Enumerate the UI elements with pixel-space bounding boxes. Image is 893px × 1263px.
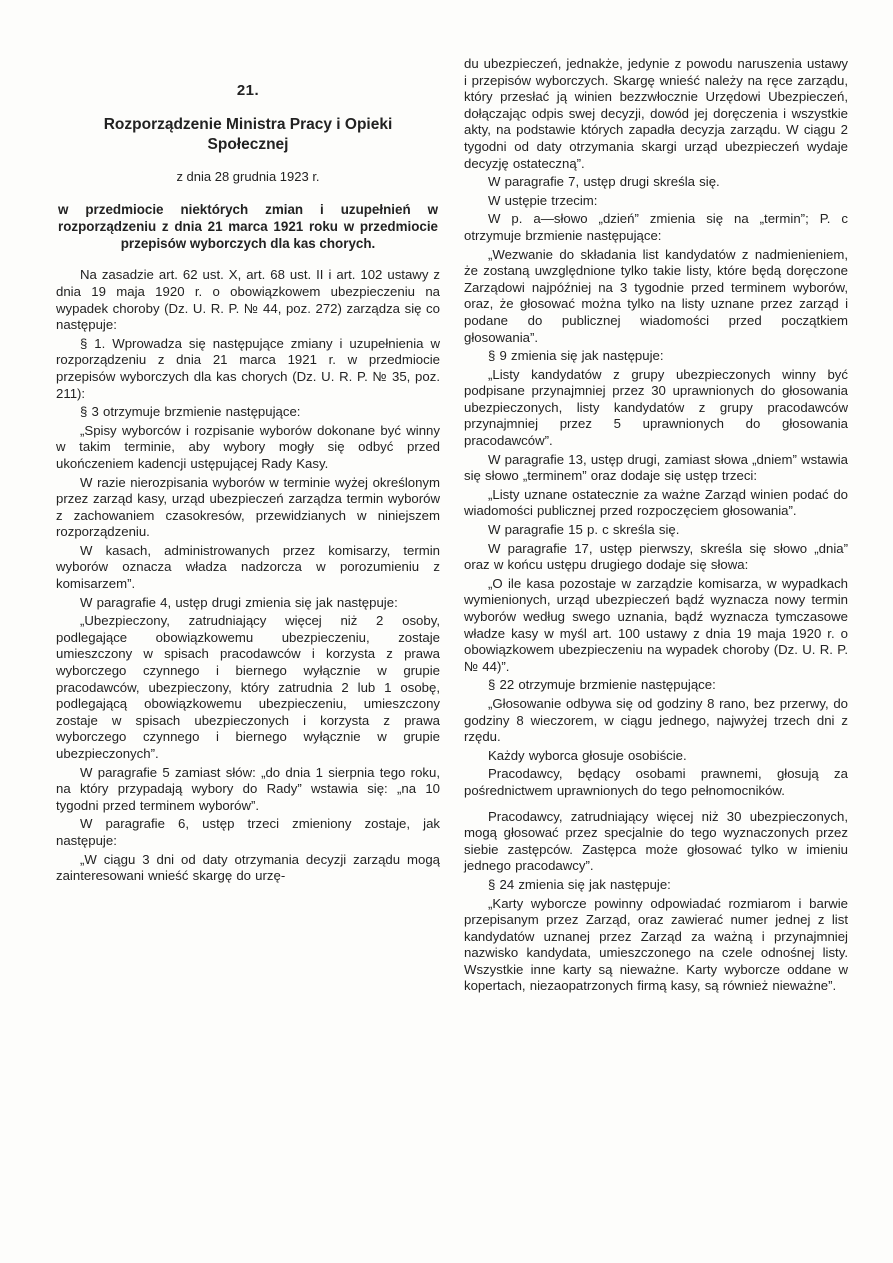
paragraph: § 22 otrzymuje brzmienie następujące: xyxy=(488,677,716,693)
paragraph: § 9 zmienia się jak następuje: xyxy=(488,348,664,364)
paragraph: W paragrafie 13, ustęp drugi, zamiast słowa „dniem” wstawia się słowo „terminem” oraz dodaje się ustęp trzeci: xyxy=(464,451,848,484)
paragraph: „Spisy wyborców i rozpisanie wyborów dokonane być winny w takim terminie, aby wybory mogły się odbyć przed ukończeniem kadencji ustępującej Rady Kasy. xyxy=(56,422,440,471)
document-title: Rozporządzenie Ministra Pracy i Opieki Społecznej xyxy=(103,116,393,154)
paragraph: „Wezwanie do składania list kandydatów z nadmienieniem, że zostaną uwzględnione tylko takie listy, które będą doręczone Zarządowi najpóźniej na 3 tygodnie przed terminem wyborów, oraz, że głosować można tylko na listy uznane przez zarząd i podane do publicznej wiadomości przed początkiem głosowania”. xyxy=(464,246,848,345)
paragraph: § 3 otrzymuje brzmienie następujące: xyxy=(80,404,301,420)
left-column xyxy=(56,56,440,887)
paragraph: „Głosowanie odbywa się od godziny 8 rano, bez przerwy, do godziny 8 wieczorem, w ciągu jednego, najwyżej trzech dni z rzędu. xyxy=(464,695,848,745)
paragraph: Pracodawcy, zatrudniający więcej niż 30 ubezpieczonych, mogą głosować przez specjalnie do tego wyznaczonych przez siebie zastępców. Zastępca może głosować tylko w imieniu jednego pracodawcy”. xyxy=(464,808,848,874)
paragraph: „Listy uznane ostatecznie za ważne Zarząd winien podać do wiadomości publicznej przed rozpoczęciem głosowania”. xyxy=(464,486,848,519)
paragraph: „Ubezpieczony, zatrudniający więcej niż 2 osoby, podlegające obowiązkowemu ubezpieczeniu, zostaje umieszczony w spisach pracodawców i korzysta z prawa wyborczego czynnego i biernego wyłącznie w grupie pracodawców, ubezpieczony, który zatrudnia 2 lub 1 osobę, podlegającą obowiązkowemu ubezpieczeniu, umieszczony zostaje w spisach ubezpieczonych i korzysta z prawa wyborczego czynnego i biernego wyłącznie w grupie ubezpieczonych”. xyxy=(56,613,440,761)
paragraph: § 1. Wprowadza się następujące zmiany i uzupełnienia w rozporządzeniu z dnia 21 marca 1921 r. w przedmiocie przepisów wyborczych dla kas chorych (Dz. U. R. P. № 35, poz. 211): xyxy=(56,335,440,401)
paragraph: § 24 zmienia się jak następuje: xyxy=(488,876,671,892)
two-column-layout xyxy=(56,56,847,997)
paragraph: „W ciągu 3 dni od daty otrzymania decyzji zarządu mogą zainteresowani wnieść skargę do urzę- xyxy=(56,851,440,884)
paragraph: Pracodawcy, będący osobami prawnemi, głosują za pośrednictwem uprawnionych do tego pełnomocników. xyxy=(464,766,848,798)
paragraph: W kasach, administrowanych przez komisarzy, termin wyborów oznacza władza nadzorcza w porozumieniu z komisarzem”. xyxy=(56,542,440,592)
subject-line: w przedmiocie niektórych zmian i uzupełnień w rozporządzeniu z dnia 21 marca 1921 roku w przedmiocie przepisów wyborczych dla kas chorych. xyxy=(58,201,438,252)
paragraph: „Karty wyborcze powinny odpowiadać rozmiarom i barwie przepisanym przez Zarząd, oraz zawierać numer jednej z list kandydatów uznanej przez Zarząd za ważną i przynajmniej nazwisko kandydata, umieszczonego na czele odnośnej listy. Wszystkie inne karty są nieważne. Karty wyborcze oddane w kopertach, niezaopatrzonych firmą kasy, są również nieważne”. xyxy=(464,895,848,994)
paragraph: Każdy wyborca głosuje osobiście. xyxy=(488,747,687,763)
paragraph: du ubezpieczeń, jednakże, jedynie z powodu naruszenia ustawy i przepisów wyborczych. Skargę wnieść należy na ręce zarządu, który przesłać ją winien bezzwłocznie Urzędowi Ubezpieczeń, dołączając odpis swej decyzji, dowód jej doręczenia i wszystkie akty, na podstawie których zapadła decyzja zarządu. W ciągu 2 tygodni od daty otrzymania skargi urząd ubezpieczeń wydaje decyzję ostateczną”. xyxy=(464,56,848,171)
paragraph: W paragrafie 7, ustęp drugi skreśla się. xyxy=(488,174,720,190)
paragraph: W ustępie trzecim: xyxy=(488,192,598,208)
paragraph: „O ile kasa pozostaje w zarządzie komisarza, w wypadkach wymienionych, urząd ubezpieczeń bądź wyznacza nowy termin wyborów według swego uznania, bądź wyznacza tymczasowe władze kasy w myśl art. 100 ustawy z dnia 19 maja 1920 r. o obowiązkowem ubezpieczeniu na wypadek choroby (Dz. U. R. P. № 44)”. xyxy=(464,575,848,674)
paragraph: Na zasadzie art. 62 ust. X, art. 68 ust. II i art. 102 ustawy z dnia 19 maja 1920 r. o obowiązkowem ubezpieczeniu na wypadek choroby (Dz. U. R. P. № 44, poz. 272) zarządza się co następuje: xyxy=(56,267,440,333)
date-line: z dnia 28 grudnia 1923 r. xyxy=(176,168,320,184)
paragraph: W paragrafie 15 p. c skreśla się. xyxy=(488,522,680,538)
paragraph: W paragrafie 17, ustęp pierwszy, skreśla się słowo „dnia” oraz w końcu ustępu drugiego dodaje się słowa: xyxy=(464,540,848,573)
paragraph: W paragrafie 4, ustęp drugi zmienia się jak następuje: xyxy=(80,594,398,610)
paragraph: W paragrafie 6, ustęp trzeci zmieniony zostaje, jak następuje: xyxy=(56,816,440,848)
paragraph: „Listy kandydatów z grupy ubezpieczonych winny być podpisane przynajmniej przez 30 uprawnionych do głosowania ubezpieczonych, listy kandydatów z grupy pracodawców przynajmniej przez 5 uprawnionych do głosowania pracodawców”. xyxy=(464,366,848,449)
paragraph: W razie nierozpisania wyborów w terminie wyżej określonym przez zarząd kasy, urząd ubezpieczeń zarządza termin wyborów z zachowaniem czasokresów, przewidzianych w niniejszem rozporządzeniu. xyxy=(56,474,440,540)
right-column xyxy=(464,56,848,997)
paragraph: W p. a—słowo „dzień” zmienia się na „termin”; P. c otrzymuje brzmienie następujące: xyxy=(464,211,848,243)
document-heading xyxy=(56,82,440,252)
paragraph: W paragrafie 5 zamiast słów: „do dnia 1 sierpnia tego roku, na który przypadają wybory do Rady” wstawia się: „na 10 tygodni przed terminem wyborów”. xyxy=(56,764,440,813)
section-number: 21. xyxy=(236,82,260,99)
